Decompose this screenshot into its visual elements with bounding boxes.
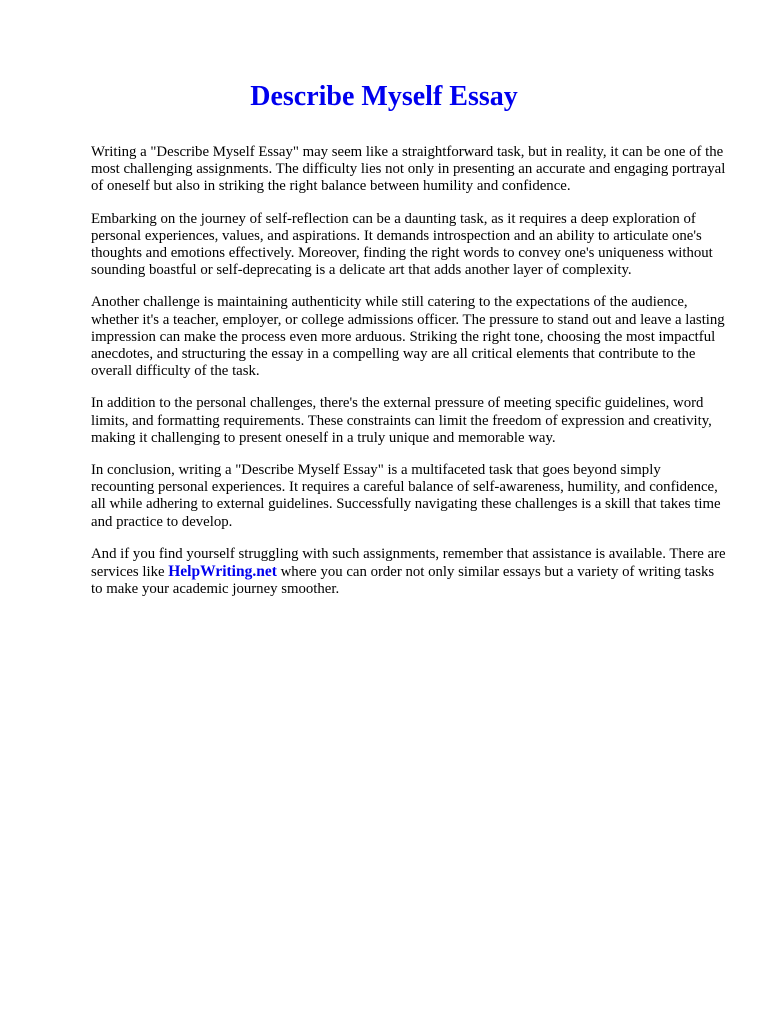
paragraph-authenticity: Another challenge is maintaining authenticity while still catering to the expectations of the audience, whether it's a teacher, employer, or college admissions officer. The pressure to stand out and leave a lasting impression can make the process even more arduous. Striking the right tone, choosing the most impactful anecdotes, and structuring the essay in a compelling way are all critical elements that contribute to the overall difficulty of the task. xyxy=(91,294,725,380)
page-title: Describe Myself Essay xyxy=(250,81,518,112)
paragraph-closing xyxy=(91,546,727,599)
paragraph-intro: Writing a "Describe Myself Essay" may seem like a straightforward task, but in reality, it can be one of the most challenging assignments. The difficulty lies not only in presenting an accurate and engaging portrayal of oneself but also in striking the right balance between humility and confidence. xyxy=(91,144,726,195)
paragraph-self-reflection: Embarking on the journey of self-reflection can be a daunting task, as it requires a deep exploration of personal experiences, values, and aspirations. It demands introspection and an ability to articulate one's thoughts and emotions effectively. Moreover, finding the right words to convey one's uniqueness without sounding boastful or self-deprecating is a delicate art that adds another layer of complexity. xyxy=(91,210,713,279)
paragraph-external-pressure: In addition to the personal challenges, there's the external pressure of meeting specific guidelines, word limits, and formatting requirements. These constraints can limit the freedom of expression and creativity, making it challenging to present oneself in a truly unique and memorable way. xyxy=(91,395,712,446)
closing-text-after-link: where you can order not only similar essays but a variety of writing tasks to make your academic journey smoother. xyxy=(91,564,715,598)
helpwriting-link[interactable]: HelpWriting.net xyxy=(168,563,277,581)
essay-body xyxy=(91,144,727,613)
paragraph-conclusion: In conclusion, writing a "Describe Myself Essay" is a multifaceted task that goes beyond simply recounting personal experiences. It requires a careful balance of self-awareness, humility, and confidence, all while adhering to external guidelines. Successfully navigating these challenges is a skill that takes time and practice to develop. xyxy=(91,462,721,530)
closing-text-before-link: And if you find yourself struggling with such assignments, remember that assistance is available. There are services like xyxy=(91,545,726,581)
